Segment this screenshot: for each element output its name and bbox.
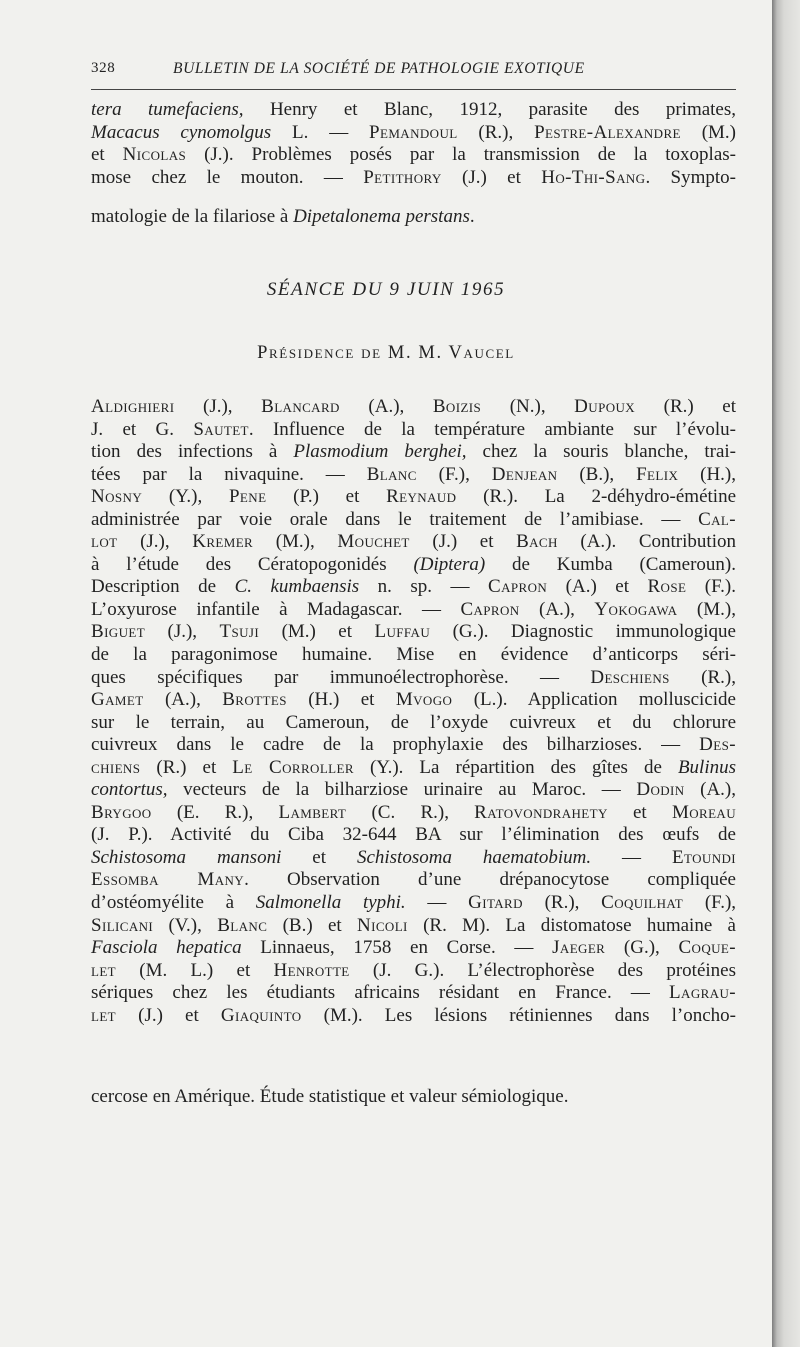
text-line [91, 757, 736, 780]
author-name: Silicani [91, 914, 154, 936]
text-line [91, 509, 736, 532]
text-run: (A.), [684, 779, 736, 801]
author-name: Bach [516, 531, 558, 553]
text-run: (N.), [481, 396, 575, 417]
text-line [91, 937, 736, 960]
author-name: Brygoo [91, 801, 152, 823]
text-run: tion des infections à [91, 441, 294, 463]
author-name: Moreau [671, 801, 737, 823]
text-run: (J.) et [409, 531, 517, 553]
text-line [91, 779, 736, 802]
text-run: (R.). La 2-déhydro-émétine [456, 486, 737, 508]
text-run: (P.) et [266, 486, 387, 508]
text-run: — [405, 892, 469, 914]
species-name: Fasciola hepatica [91, 937, 242, 959]
text-run: chez la souris blanche, trai- [466, 441, 736, 463]
text-run: (G.). Diagnostic immunologique [430, 621, 736, 643]
author-name: Coquilhat [601, 892, 684, 914]
author-name: Des- [699, 734, 736, 756]
author-name: Gamet [91, 689, 144, 711]
text-line [91, 915, 736, 938]
text-run: (A.), [339, 396, 433, 417]
text-line [91, 167, 736, 190]
text-line [91, 99, 736, 122]
text-run: ques spécifiques par immunoélectrophorèse. — [91, 666, 591, 688]
author-name: Giaquinto [220, 1004, 302, 1026]
running-title: BULLETIN DE LA SOCIÉTÉ DE PATHOLOGIE EXOTIQUE [173, 60, 585, 77]
text-run: (R.), [522, 892, 602, 914]
text-run: . Influence de la température ambiante sur l’évolu- [248, 418, 737, 440]
text-run: matologie de la filariose à [91, 206, 294, 227]
author-name: Blancard [261, 396, 340, 417]
species-name: Schistosoma haematobium. [356, 846, 592, 868]
text-run: (J. G.). L’électrophorèse des protéines [349, 959, 736, 981]
text-run: (F.), [683, 892, 737, 914]
species-name: C. kumbaensis [234, 576, 360, 598]
text-run: (V.), [153, 914, 218, 936]
text-run: tées par la nivaquine. — [91, 463, 367, 485]
text-run: (R.), [457, 121, 535, 143]
text-line [91, 1086, 569, 1108]
author-name: Brottes [222, 689, 287, 711]
text-run: (J. P.). Activité du Ciba 32-644 BA sur l’élimination des œufs de [91, 824, 736, 846]
text-run: (B.), [557, 463, 637, 485]
species-name: Schistosoma mansoni [91, 846, 282, 868]
text-run: d’ostéomyélite à [91, 892, 256, 914]
text-run: J. et G. [91, 418, 194, 440]
author-name: let [91, 959, 117, 981]
text-run: (A.), [519, 598, 595, 620]
text-run: Description de [91, 576, 235, 598]
author-name: Ratovondrahety [474, 801, 608, 823]
author-name: Boizis [432, 396, 482, 417]
text-run: cuivreux dans le cadre de la prophylaxie des bilharzioses. — [91, 734, 700, 756]
text-run: . Sympto- [645, 166, 736, 188]
text-run: (M.) [680, 121, 736, 143]
author-name: Coque- [678, 937, 736, 959]
author-name: Pemandoul [369, 121, 458, 143]
text-line [91, 554, 736, 577]
author-name: Lagrau- [669, 982, 736, 1004]
species-name: contortus, [91, 779, 168, 801]
text-run: — [591, 846, 672, 868]
author-name: Ho-Thi-Sang [541, 166, 646, 188]
author-name: Etoundi [672, 846, 736, 868]
text-run: et [607, 801, 672, 823]
text-run: mose chez le mouton. — [91, 166, 364, 188]
text-run: (M. L.) et [116, 959, 274, 981]
text-line [91, 531, 736, 554]
text-run: (R.) et [140, 756, 233, 778]
text-line [91, 441, 736, 464]
author-name: Pestre-Alexandre [534, 121, 681, 143]
text-run: de Kumba (Cameroun). [485, 553, 736, 575]
text-line [91, 847, 736, 870]
text-run: sur le terrain, au Cameroun, de l’oxyde cuivreux et du chlorure [91, 711, 736, 733]
author-name: Rose [647, 576, 687, 598]
text-line [91, 712, 736, 735]
text-run: (A.). Contribution [557, 531, 736, 553]
text-line [91, 576, 736, 599]
text-run: Linnaeus, 1758 en Corse. — [241, 937, 553, 959]
author-name: Blanc [366, 463, 417, 485]
author-name: Henrotte [273, 959, 350, 981]
text-run: (M.), [677, 598, 736, 620]
author-name: Nosny [91, 486, 143, 508]
text-run: n. sp. — [359, 576, 489, 598]
species-name: Plasmodium berghei, [293, 441, 467, 463]
text-run: (J.), [117, 531, 193, 553]
species-name: Dipetalonema perstans [293, 206, 470, 227]
text-line [91, 419, 736, 442]
text-run: (F.). [686, 576, 737, 598]
author-name: Denjean [491, 463, 558, 485]
text-line [91, 122, 736, 145]
header-rule [91, 89, 736, 90]
text-run: (R.) et [635, 396, 736, 417]
text-run: vecteurs de la bilharziose urinaire au Maroc. — [167, 779, 637, 801]
author-name: chiens [91, 756, 141, 778]
text-run: (M.). Les lésions rétiniennes dans l’oncho- [301, 1004, 736, 1026]
author-name: Biguet [91, 621, 146, 643]
text-run: et [281, 846, 357, 868]
author-name: Aldighieri [91, 396, 175, 417]
author-name: Nicolas [122, 144, 187, 166]
text-run: (J.), [174, 396, 262, 417]
species-name: Salmonella typhi. [255, 892, 406, 914]
text-run: (F.), [416, 463, 492, 485]
author-name: Deschiens [590, 666, 670, 688]
intro-paragraph [91, 99, 736, 189]
text-run: (B.) et [267, 914, 357, 936]
text-line [91, 486, 736, 509]
author-name: Essomba Many [91, 869, 245, 891]
text-run: (A.), [143, 689, 223, 711]
text-run: de la paragonimose humaine. Mise en évidence d’anticorps séri- [91, 644, 736, 666]
text-line [91, 599, 736, 622]
text-line [91, 667, 736, 690]
author-name: let [91, 1004, 117, 1026]
text-run: (C. R.), [346, 801, 475, 823]
text-run: . Observation d’une drépanocytose compliquée [244, 869, 736, 891]
author-name: Dupoux [574, 396, 636, 417]
species-name: Bulinus [677, 756, 736, 778]
text-run: cercose en Amérique. Étude statistique et valeur sémiologique. [91, 1086, 569, 1107]
author-name: Mouchet [337, 531, 410, 553]
author-name: Mvogo [395, 689, 453, 711]
author-name: Nicoli [356, 914, 408, 936]
text-run: (R.), [669, 666, 737, 688]
text-run: (Y.), [142, 486, 229, 508]
author-name: Lambert [278, 801, 347, 823]
text-run: (R. M). La distomatose humaine à [407, 914, 736, 936]
text-line [91, 892, 736, 915]
text-run: (E. R.), [151, 801, 279, 823]
author-name: Jaeger [552, 937, 606, 959]
author-name: Gitard [468, 892, 523, 914]
book-spine-shadow [772, 0, 800, 1347]
author-name: Capron [460, 598, 520, 620]
text-line [91, 960, 736, 983]
author-name: Blanc [217, 914, 268, 936]
text-run: (H.) et [286, 689, 396, 711]
text-line [91, 869, 736, 892]
text-line [91, 144, 736, 167]
text-run: (H.), [678, 463, 737, 485]
text-run: sériques chez les étudiants africains résidant en France. — [91, 982, 670, 1004]
text-line [91, 206, 475, 228]
author-name: Pene [228, 486, 267, 508]
text-run: à l’étude des Cératopogonidés [91, 553, 414, 575]
author-name: Kremer [192, 531, 254, 553]
author-name: Cal- [698, 508, 736, 530]
text-run: (M.) et [259, 621, 375, 643]
author-name: Felix [636, 463, 679, 485]
text-line [91, 644, 736, 667]
author-name: Petithory [363, 166, 442, 188]
species-name: tera tumefaciens, [91, 99, 244, 120]
text-run: (J.), [145, 621, 220, 643]
author-name: Dodin [636, 779, 685, 801]
text-run: L. — [271, 121, 370, 143]
text-run: (L.). Application molluscicide [452, 689, 736, 711]
text-run: L’oxyurose infantile à Madagascar. — [91, 598, 461, 620]
text-run: (M.), [253, 531, 338, 553]
text-run: administrée par voie orale dans le traitement de l’amibiase. — [91, 508, 699, 530]
species-name: (Diptera) [413, 553, 486, 575]
text-run: (J.). Problèmes posés par la transmission de la toxoplas- [186, 144, 736, 166]
text-line [91, 802, 736, 825]
presidency-line: Présidence de M. M. Vaucel [257, 343, 515, 363]
session-title: SÉANCE DU 9 JUIN 1965 [266, 279, 506, 300]
author-name: lot [91, 531, 118, 553]
author-name: Luffau [374, 621, 431, 643]
running-header [91, 60, 736, 82]
text-line [91, 689, 736, 712]
text-line [91, 621, 736, 644]
text-line [91, 396, 736, 419]
author-name: Sautet [193, 418, 249, 440]
author-name: Tsuji [219, 621, 260, 643]
text-line [91, 464, 736, 487]
text-run: (Y.). La répartition des gîtes de [353, 756, 678, 778]
text-line [91, 824, 736, 847]
author-name: Yokogawa [594, 598, 678, 620]
author-name: Capron [488, 576, 548, 598]
species-name: Macacus cynomolgus [91, 121, 272, 143]
text-run: (G.), [605, 937, 679, 959]
text-run: (A.) et [547, 576, 648, 598]
text-run: et [91, 144, 123, 166]
text-run: . [469, 206, 475, 227]
text-line [91, 982, 736, 1005]
page-number: 328 [91, 60, 116, 76]
author-name: Le Corroller [232, 756, 354, 778]
text-line [91, 734, 736, 757]
text-run: Henry et Blanc, 1912, parasite des primates, [243, 99, 737, 120]
communications-paragraph [91, 396, 736, 1027]
text-run: (J.) et [441, 166, 542, 188]
text-line [91, 1005, 736, 1028]
text-run: (J.) et [116, 1004, 221, 1026]
author-name: Reynaud [386, 486, 457, 508]
